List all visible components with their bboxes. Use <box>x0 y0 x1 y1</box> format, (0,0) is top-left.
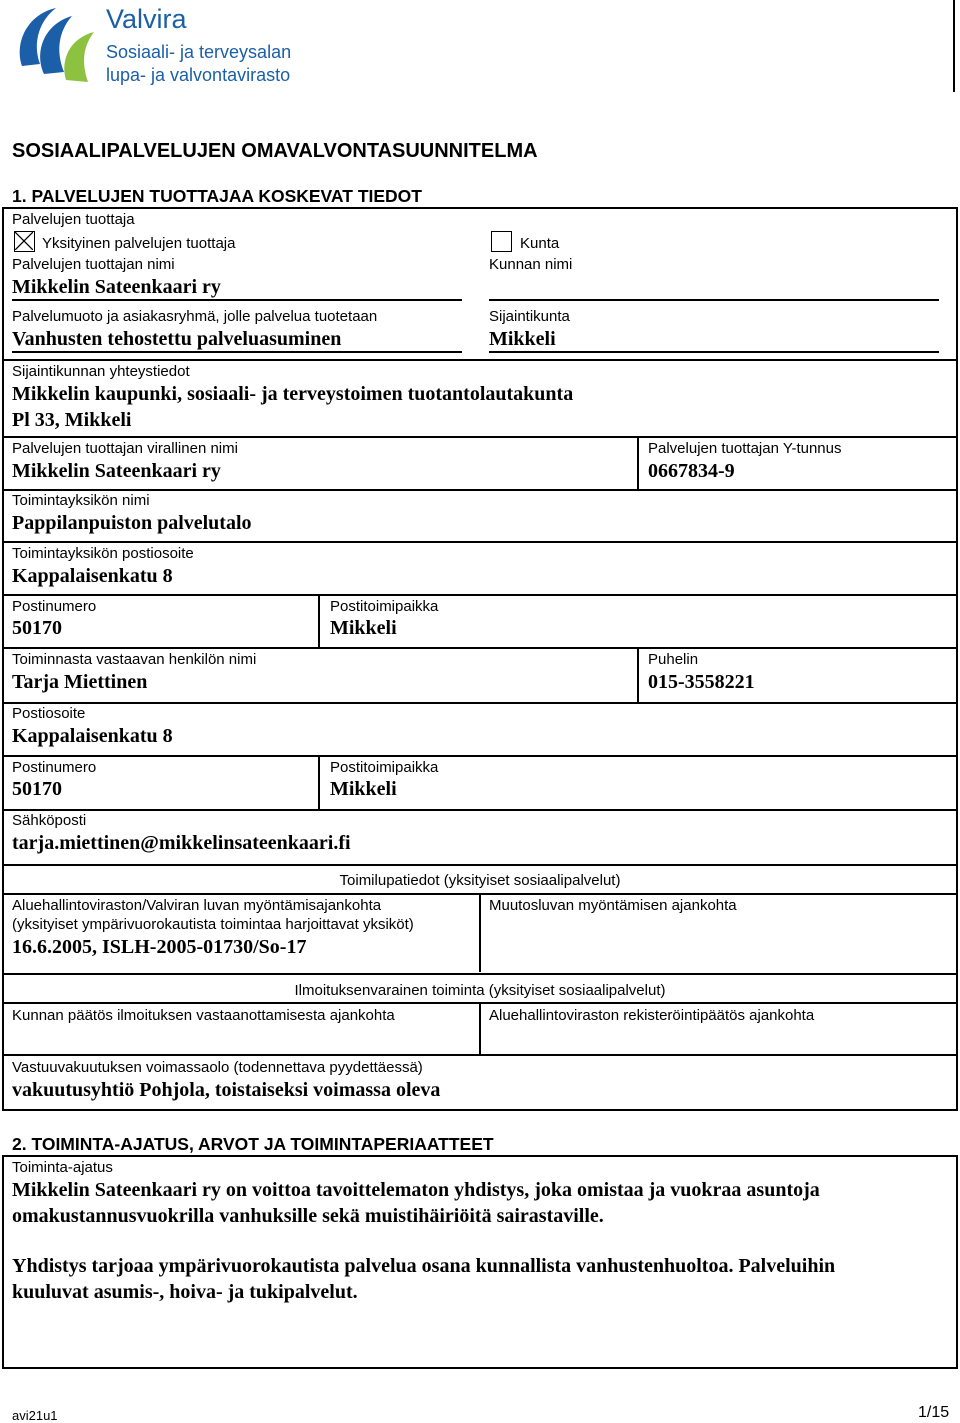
permit-date-value[interactable]: 16.6.2005, ISLH-2005-01730/So-17 <box>12 936 307 958</box>
provider-name-label: Palvelujen tuottajan nimi <box>12 256 175 273</box>
permit-header: Toimilupatiedot (yksityiset sosiaalipalvelut) <box>339 872 621 889</box>
unit-name-label: Toimintayksikön nimi <box>12 492 150 509</box>
valvira-logo <box>10 2 295 92</box>
email-value[interactable]: tarja.miettinen@mikkelinsateenkaari.fi <box>12 832 351 854</box>
municipality-name-label: Kunnan nimi <box>489 256 573 273</box>
responsible-label: Toiminnasta vastaavan henkilön nimi <box>12 651 257 668</box>
location-contact-label: Sijaintikunnan yhteystiedot <box>12 363 190 380</box>
idea-para1-line2[interactable]: omakustannusvuokrilla vanhuksille sekä muistihäiriöitä sairastaville. <box>12 1205 604 1227</box>
post-office-value[interactable]: Mikkeli <box>330 617 397 639</box>
municipality-checkbox[interactable] <box>491 231 512 252</box>
logo-line2: lupa- ja valvontavirasto <box>106 65 291 85</box>
idea-label: Toiminta-ajatus <box>12 1159 113 1176</box>
idea-para1-line1[interactable]: Mikkelin Sateenkaari ry on voittoa tavoittelematon yhdistys, joka omistaa ja vuokraa asuntoja <box>12 1179 820 1201</box>
municipal-decision-label: Kunnan päätös ilmoituksen vastaanottamisesta ajankohta <box>12 1007 395 1024</box>
postal-code2-value[interactable]: 50170 <box>12 778 62 800</box>
phone-value[interactable]: 015-3558221 <box>648 671 755 693</box>
unit-address-value[interactable]: Kappalaisenkatu 8 <box>12 565 173 587</box>
change-permit-label: Muutosluvan myöntämisen ajankohta <box>489 897 737 914</box>
valvira-logo-mark <box>10 2 102 92</box>
registry-decision-label: Aluehallintoviraston rekisteröintipäätös ajankohta <box>489 1007 815 1024</box>
business-id-label: Palvelujen tuottajan Y-tunnus <box>648 440 842 457</box>
form-code: avi21u1 <box>12 1408 58 1423</box>
municipality-label: Kunta <box>520 235 560 252</box>
private-provider-checkbox[interactable] <box>14 231 35 252</box>
official-name-value[interactable]: Mikkelin Sateenkaari ry <box>12 460 221 482</box>
post-office2-label: Postitoimipaikka <box>330 759 439 776</box>
postal-code2-label: Postinumero <box>12 759 97 776</box>
logo-name: Valvira <box>106 4 187 34</box>
idea-para2-line1[interactable]: Yhdistys tarjoaa ympärivuorokautista palvelua osana kunnallista vanhustenhuoltoa. Palveluihin <box>12 1255 836 1277</box>
business-id-value[interactable]: 0667834-9 <box>648 460 735 482</box>
section2-heading: 2. TOIMINTA-AJATUS, ARVOT JA TOIMINTAPERIAATTEET <box>12 1134 494 1154</box>
responsible-value[interactable]: Tarja Miettinen <box>12 671 148 693</box>
unit-name-value[interactable]: Pappilanpuiston palvelutalo <box>12 512 252 534</box>
page-number: 1/15 <box>918 1404 950 1421</box>
postal-code-label: Postinumero <box>12 598 97 615</box>
insurance-value[interactable]: vakuutusyhtiö Pohjola, toistaiseksi voimassa oleva <box>12 1079 441 1101</box>
official-name-label: Palvelujen tuottajan virallinen nimi <box>12 440 238 457</box>
document-title: SOSIAALIPALVELUJEN OMAVALVONTASUUNNITELMA <box>12 140 538 162</box>
permit-date-label-line2: (yksityiset ympärivuorokautista toimintaa harjoittavat yksiköt) <box>12 916 414 933</box>
permit-date-label-line1: Aluehallintoviraston/Valviran luvan myöntämisajankohta <box>12 897 382 914</box>
location-value[interactable]: Mikkeli <box>489 328 556 350</box>
provider-name-value[interactable]: Mikkelin Sateenkaari ry <box>12 276 221 298</box>
service-form-value[interactable]: Vanhusten tehostettu palveluasuminen <box>12 328 342 350</box>
address-value[interactable]: Kappalaisenkatu 8 <box>12 725 173 747</box>
location-contact-line2[interactable]: Pl 33, Mikkeli <box>12 409 132 431</box>
location-contact-line1[interactable]: Mikkelin kaupunki, sosiaali- ja terveystoimen tuotantolautakunta <box>12 383 574 405</box>
insurance-label: Vastuuvakuutuksen voimassaolo (todennettava pyydettäessä) <box>12 1059 423 1076</box>
service-form-label: Palvelumuoto ja asiakasryhmä, jolle palvelua tuotetaan <box>12 308 378 325</box>
provider-label: Palvelujen tuottaja <box>12 211 135 228</box>
post-office-label: Postitoimipaikka <box>330 598 439 615</box>
post-office2-value[interactable]: Mikkeli <box>330 778 397 800</box>
email-label: Sähköposti <box>12 812 87 829</box>
notify-header: Ilmoituksenvarainen toiminta (yksityiset sosiaalipalvelut) <box>294 982 666 999</box>
location-label: Sijaintikunta <box>489 308 570 325</box>
address-label: Postiosoite <box>12 705 86 722</box>
unit-address-label: Toimintayksikön postiosoite <box>12 545 194 562</box>
postal-code-value[interactable]: 50170 <box>12 617 62 639</box>
section1-heading: 1. PALVELUJEN TUOTTAJAA KOSKEVAT TIEDOT <box>12 186 422 206</box>
logo-line1: Sosiaali- ja terveysalan <box>106 42 292 62</box>
checkbox-x-icon <box>15 232 33 250</box>
private-provider-label: Yksityinen palvelujen tuottaja <box>42 235 236 252</box>
idea-para2-line2[interactable]: kuuluvat asumis-, hoiva- ja tukipalvelut. <box>12 1281 358 1303</box>
phone-label: Puhelin <box>648 651 699 668</box>
header-right-rule <box>953 0 955 92</box>
